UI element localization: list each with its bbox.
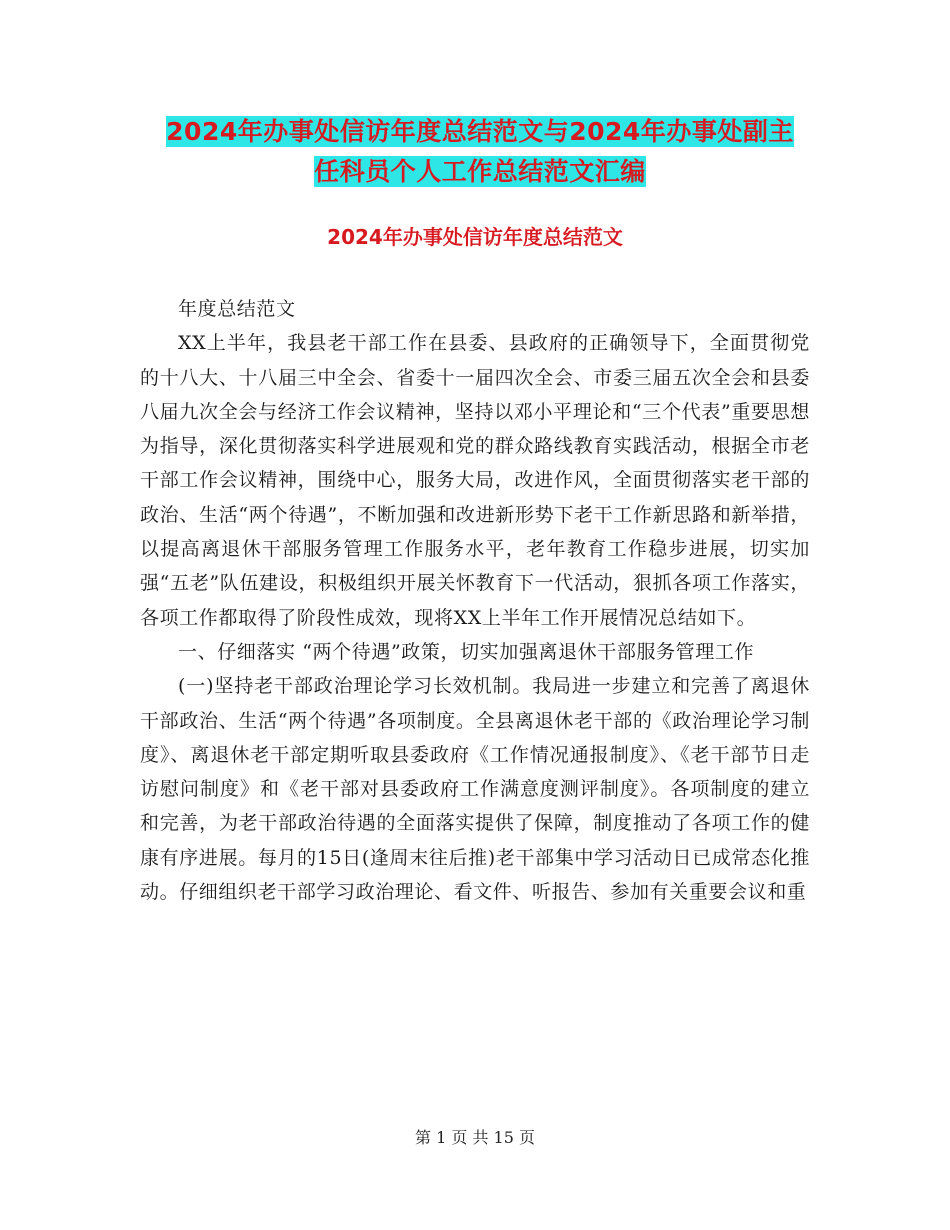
section-title: 2024年办事处信访年度总结范文 — [327, 225, 623, 249]
paragraph: 一、仔细落实 “两个待遇”政策，切实加强离退休干部服务管理工作 — [178, 640, 755, 663]
page-footer: 第 1 页 共 15 页 — [415, 1128, 535, 1147]
paragraph: 年度总结范文 — [178, 298, 296, 320]
document-title-line2: 任科员个人工作总结范文汇编 — [314, 157, 646, 186]
paragraph: (一)坚持老干部政治理论学习长效机制。我局进一步建立和完善了离退休干部政治、生活“两个待遇”各项制度。全县离退休老干部的《政治理论学习制度》、离退休老干部定期听取县委政府《工作情况通报制度》、《老干部节日走访慰问制度》和《老干部对县委政府工作满意度测评制度》。各项制度的建立和完善，为老干部政治待遇的全面落实提供了保障，制度推动了各项工作的健康有序进展。每月的15日(逢周末往后推)老干部集中学习活动日已成常态化推动。仔细组织老干部学习政治理论、看文件、听报告、参加有关重要会议和重 — [140, 675, 810, 904]
document-title — [140, 112, 820, 192]
document-body — [140, 292, 810, 909]
paragraph: XX上半年，我县老干部工作在县委、县政府的正确领导下，全面贯彻党的十八大、十八届三中全会、省委十一届四次全会、市委三届五次全会和县委八届九次全会与经济工作会议精神，坚持以邓小平理论和“三个代表”重要思想为指导，深化贯彻落实科学进展观和党的群众路线教育实践活动，根据全市老干部工作会议精神，围绕中心，服务大局，改进作风，全面贯彻落实老干部的政治、生活“两个待遇”，不断加强和改进新形势下老干工作新思路和新举措，以提高离退休干部服务管理工作服务水平，老年教育工作稳步进展，切实加强“五老”队伍建设，积极组织开展关怀教育下一代活动，狠抓各项工作落实，各项工作都取得了阶段性成效，现将XX上半年工作开展情况总结如下。 — [140, 332, 810, 629]
document-title-line1: 2024年办事处信访年度总结范文与2024年办事处副主 — [166, 117, 794, 146]
